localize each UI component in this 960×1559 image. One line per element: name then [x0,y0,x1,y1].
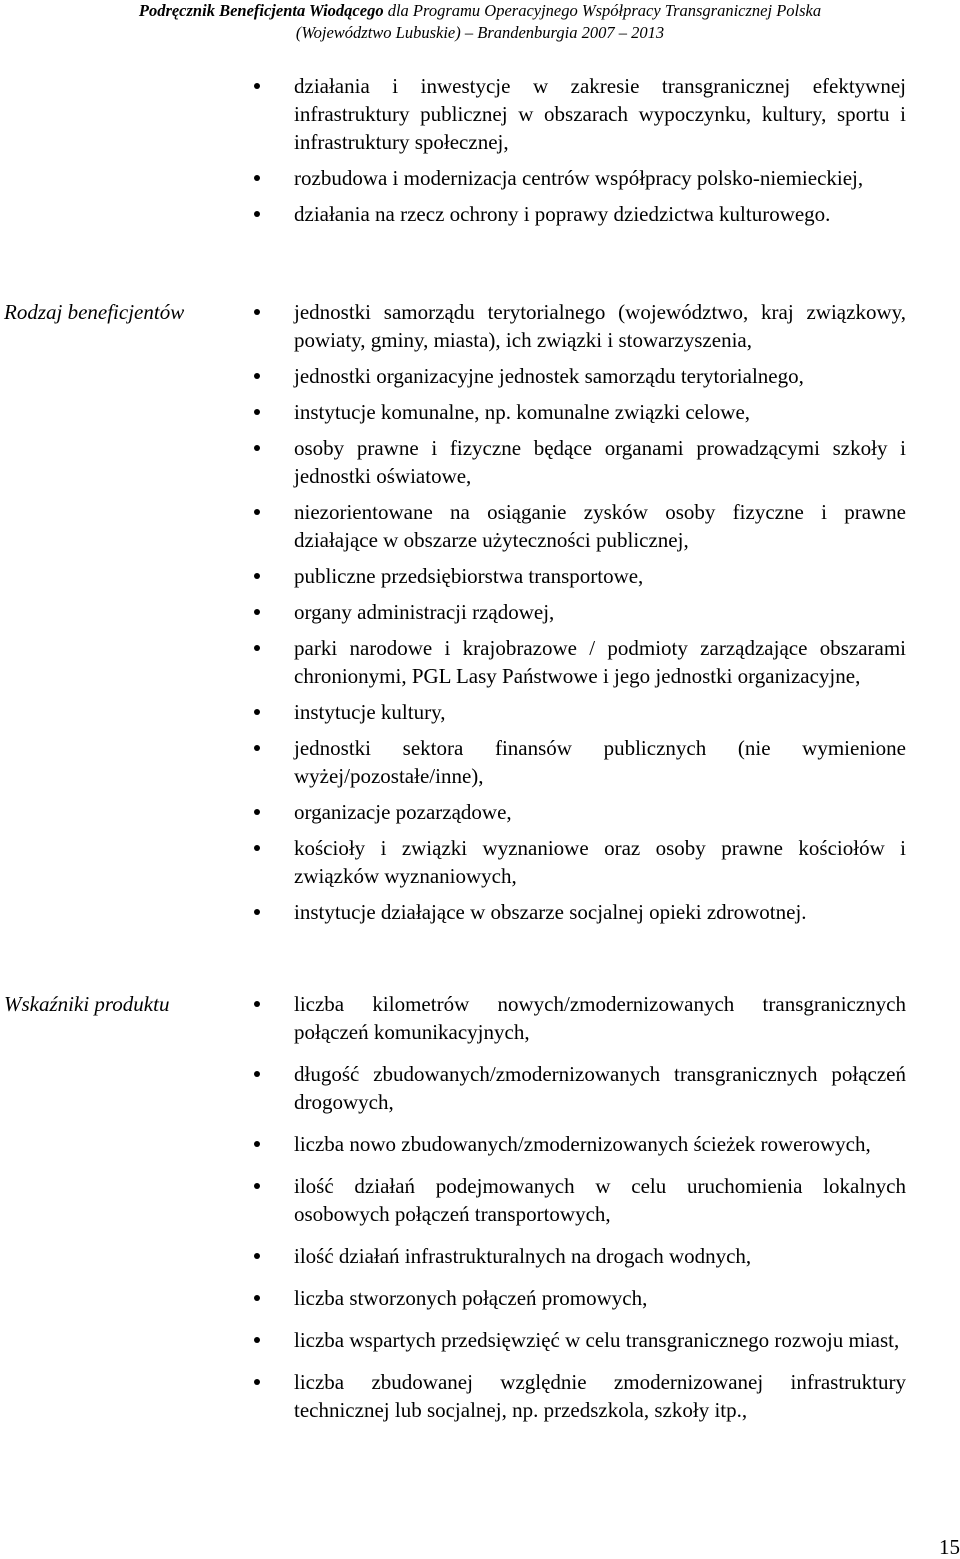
page-header [0,0,960,44]
header-line-2: (Województwo Lubuskie) – Brandenburgia 2007 – 2013 [295,23,665,42]
list-item: ilość działań infrastrukturalnych na drogach wodnych, [294,1242,906,1270]
indicators-list [294,990,906,1424]
list-item: liczba nowo zbudowanych/zmodernizowanych ścieżek rowerowych, [294,1130,906,1158]
list-item: jednostki samorządu terytorialnego (województwo, kraj związkowy, powiaty, gminy, miasta), ich związki i stowarzyszenia, [294,300,906,352]
list-item: kościoły i związki wyznaniowe oraz osoby prawne kościołów i związków wyznaniowych, [294,836,906,888]
page-number: 15 [939,1535,960,1559]
header-line-1 [0,0,960,22]
list-item: liczba stworzonych połączeń promowych, [294,1284,906,1312]
list-item: organizacje pozarządowe, [294,798,906,826]
section-label-beneficiaries: Rodzaj beneficjentów [4,300,185,324]
list-item: ilość działań podejmowanych w celu uruchomienia lokalnych osobowych połączeń transportowych, [294,1174,906,1226]
header-title-bold: Podręcznik Beneficjenta Wiodącego [138,1,384,20]
beneficiaries-list [294,298,906,926]
list-item: jednostki organizacyjne jednostek samorządu terytorialnego, [294,362,906,390]
list-item: działania na rzecz ochrony i poprawy dziedzictwa kulturowego. [294,200,906,228]
list-item: długość zbudowanych/zmodernizowanych transgranicznych połączeń drogowych, [294,1062,906,1114]
list-item: niezorientowane na osiąganie zysków osoby fizyczne i prawne działające w obszarze użyteczności publicznej, [294,500,906,552]
list-item: instytucje komunalne, np. komunalne związki celowe, [294,398,906,426]
list-item: instytucje działające w obszarze socjalnej opieki zdrowotnej. [294,898,906,926]
list-item: publiczne przedsiębiorstwa transportowe, [294,562,906,590]
list-item: parki narodowe i krajobrazowe / podmioty zarządzające obszarami chronionymi, PGL Lasy Państwowe i jego jednostki organizacyjne, [294,636,906,688]
list-item: jednostki sektora finansów publicznych (nie wymienione wyżej/pozostałe/inne), [294,736,906,788]
list-item: osoby prawne i fizyczne będące organami prowadzącymi szkoły i jednostki oświatowe, [294,436,906,488]
list-item: organy administracji rządowej, [294,598,906,626]
continued-list [294,72,906,228]
header-title-rest: dla Programu Operacyjnego Współpracy Transgranicznej Polska [383,1,822,20]
list-item: liczba zbudowanej względnie zmodernizowanej infrastruktury technicznej lub socjalnej, np. przedszkola, szkoły itp., [294,1370,906,1422]
list-item: instytucje kultury, [294,698,906,726]
list-item: liczba wspartych przedsięwzięć w celu transgranicznego rozwoju miast, [294,1326,906,1354]
list-item: liczba kilometrów nowych/zmodernizowanych transgranicznych połączeń komunikacyjnych, [294,992,906,1044]
section-label-indicators: Wskaźniki produktu [4,992,170,1016]
list-item: rozbudowa i modernizacja centrów współpracy polsko-niemieckiej, [294,164,906,192]
list-item: działania i inwestycje w zakresie transgranicznej efektywnej infrastruktury publicznej w obszarach wypoczynku, kultury, sportu i infrastruktury społecznej, [294,74,906,154]
